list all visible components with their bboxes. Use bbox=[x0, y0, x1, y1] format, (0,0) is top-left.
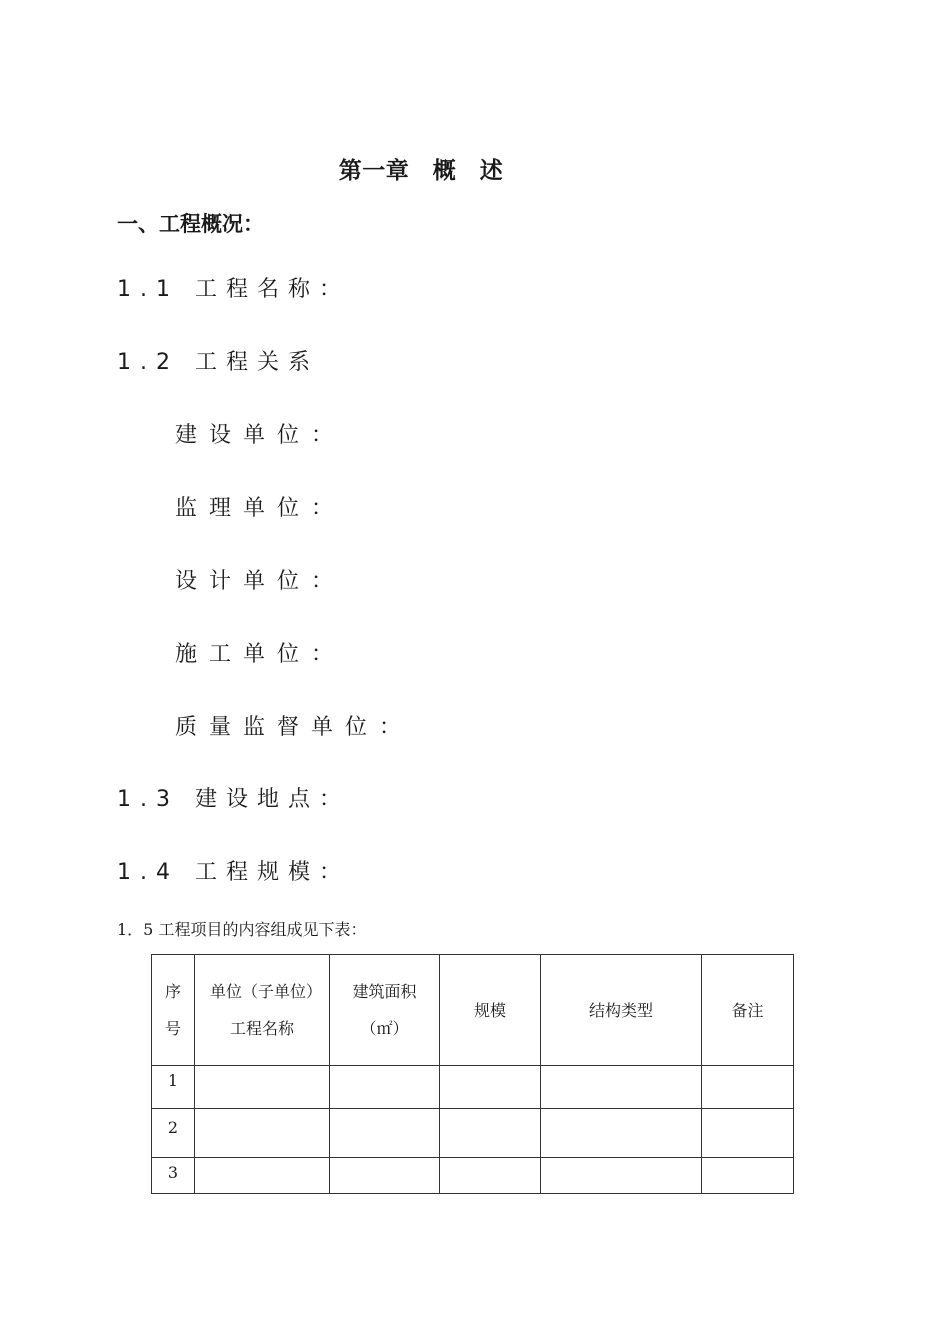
relation-supervision-unit: 监理单位： bbox=[175, 496, 346, 521]
header-building-area: 建筑面积（㎡） bbox=[330, 955, 440, 1066]
cell-serial: 2 bbox=[152, 1109, 195, 1158]
table-row bbox=[152, 1109, 794, 1158]
table-cell bbox=[440, 1109, 541, 1158]
table-caption: 1．5 工程项目的内容组成见下表： bbox=[117, 920, 367, 939]
table-cell bbox=[702, 1109, 794, 1158]
item-project-name: 1.1 工程名称： bbox=[117, 277, 350, 302]
table-cell bbox=[541, 1158, 702, 1194]
table-cell bbox=[702, 1066, 794, 1109]
header-scale: 规模 bbox=[440, 955, 541, 1066]
table-cell bbox=[330, 1158, 440, 1194]
table-cell bbox=[195, 1109, 330, 1158]
table-header-row bbox=[152, 955, 794, 1066]
relation-quality-supervision-unit: 质量监督单位： bbox=[175, 715, 414, 740]
table-cell bbox=[440, 1066, 541, 1109]
item-project-relations: 1.2 工程关系 bbox=[117, 350, 319, 375]
relation-design-unit: 设计单位： bbox=[175, 569, 346, 594]
header-remarks: 备注 bbox=[702, 955, 794, 1066]
relation-contractor-unit: 施工单位： bbox=[175, 642, 346, 667]
table-cell bbox=[330, 1066, 440, 1109]
cell-serial: 3 bbox=[152, 1158, 195, 1194]
chapter-title: 第一章 概 述 bbox=[338, 158, 504, 184]
header-structure-type: 结构类型 bbox=[541, 955, 702, 1066]
cell-serial: 1 bbox=[152, 1066, 195, 1109]
item-project-scale: 1.4 工程规模： bbox=[117, 860, 350, 885]
header-unit-project-name: 单位（子单位）工程名称 bbox=[195, 955, 330, 1066]
table-cell bbox=[440, 1158, 541, 1194]
table-row bbox=[152, 1158, 794, 1194]
header-serial-number: 序号 bbox=[152, 955, 195, 1066]
table-row bbox=[152, 1066, 794, 1109]
table-cell bbox=[541, 1109, 702, 1158]
table-cell bbox=[195, 1066, 330, 1109]
section-heading: 一、工程概况： bbox=[117, 212, 264, 236]
table-cell bbox=[195, 1158, 330, 1194]
project-content-table bbox=[151, 954, 794, 1194]
item-construction-site: 1.3 建设地点： bbox=[117, 787, 350, 812]
table-cell bbox=[330, 1109, 440, 1158]
table-cell bbox=[702, 1158, 794, 1194]
table-cell bbox=[541, 1066, 702, 1109]
relation-construction-unit: 建设单位： bbox=[175, 423, 346, 448]
